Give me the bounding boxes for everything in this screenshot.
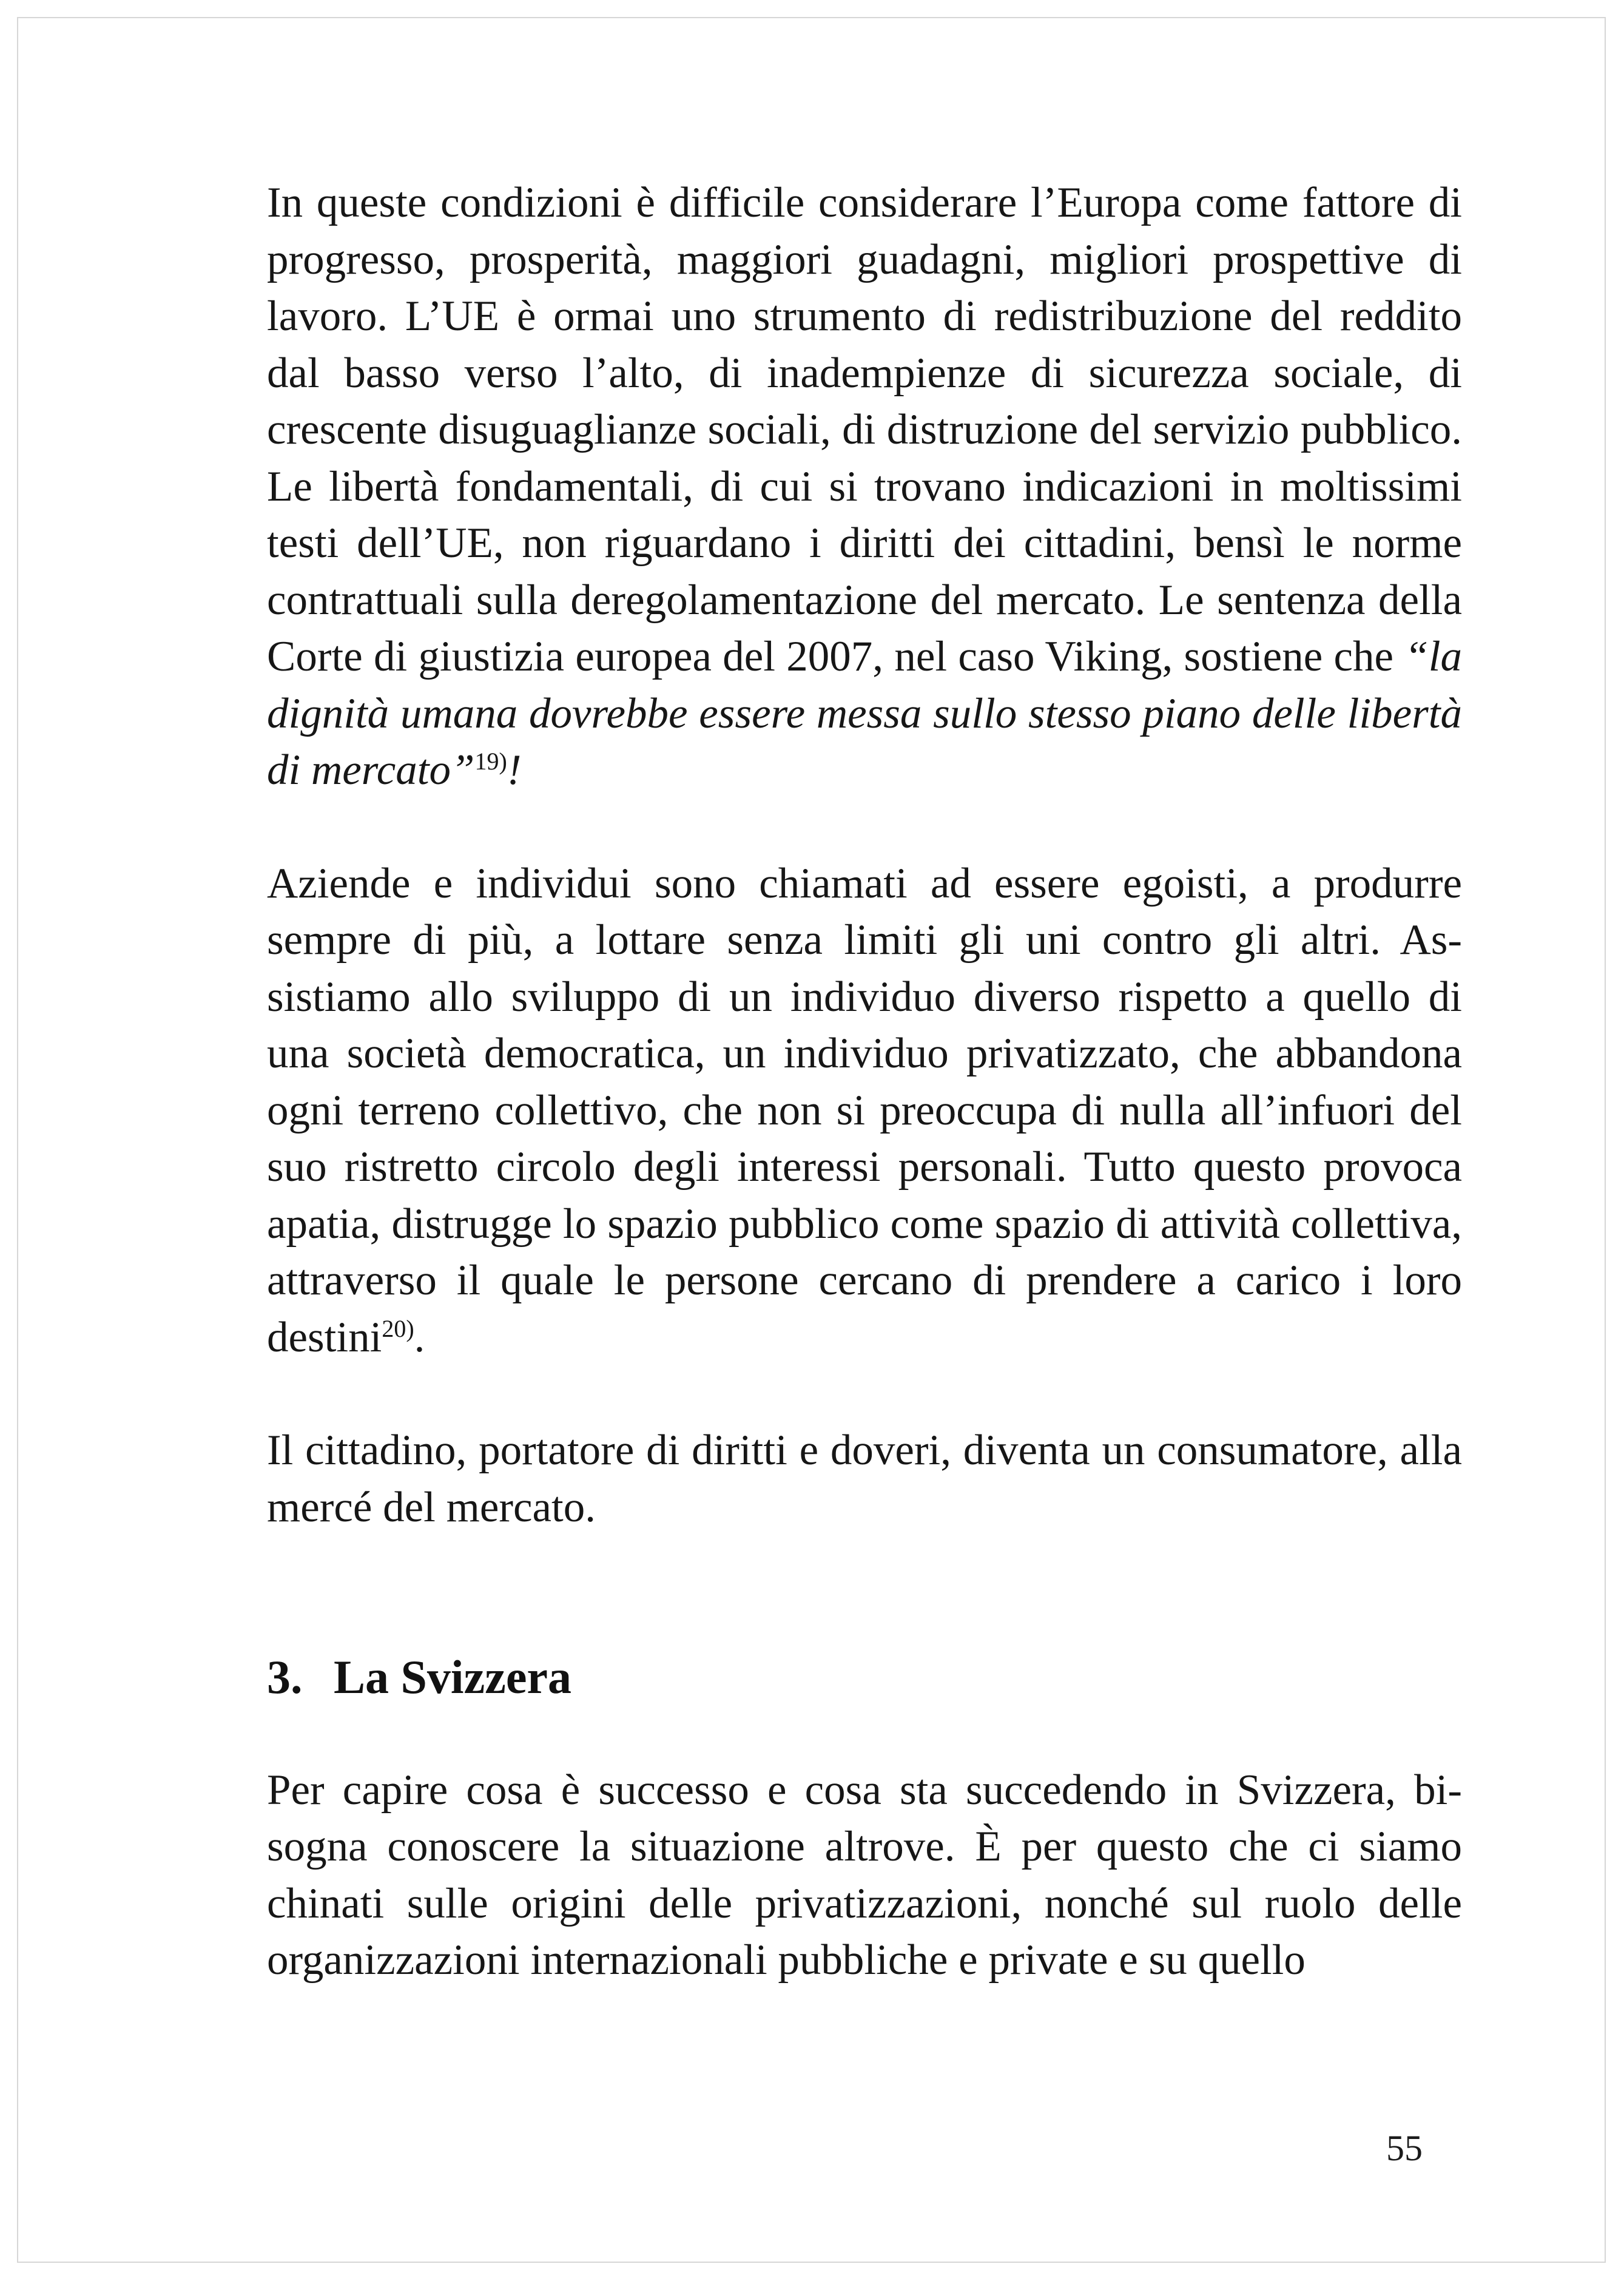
paragraph-europe-text: In queste condizioni è difficile considerare l’Europa come fattore di progresso, prosperità, maggiori guadagni, migliori prospettive di lavoro. L’UE è ormai uno strumento di redistribuzione del reddito dal basso verso l’alto, di inadempienze di sicurezza sociale, di crescente disuguaglianze sociali, di distruzione del servizio pubblico. Le libertà fondamentali, di cui si trovano indicazioni in moltissimi testi dell’UE, non riguardano i diritti dei cittadini, bensì le norme contrattuali sulla deregolamentazione del mercato. Le sentenza della Corte di giustizia europea del 2007, nel caso Viking, sostiene che [267, 179, 1462, 680]
section-heading [267, 1649, 1462, 1706]
page-number: 55 [1386, 2128, 1423, 2168]
paragraph-switzerland [267, 1762, 1462, 1989]
footnote-ref-20: 20) [382, 1314, 414, 1342]
paragraph-switzerland-text: Per capire cosa è successo e cosa sta succedendo in Svizzera, bisogna conoscere la situazione altrove. È per questo che ci siamo chinati sulle origini delle privatizzazioni, nonché sul ruolo delle organizzazioni internazionali pubbliche e private e su quello [267, 1766, 1462, 1984]
section-title: La Svizzera [334, 1651, 572, 1703]
page [17, 17, 1606, 2263]
paragraph-citizen [267, 1422, 1462, 1536]
paragraph-individuals [267, 856, 1462, 1367]
paragraph-individuals-ending: . [414, 1313, 425, 1361]
section-number: 3. [267, 1651, 303, 1703]
page-content [267, 175, 1462, 1989]
viking-quote: “la dignità umana dovrebbe essere messa sullo stesso piano delle libertà di mercato” [267, 633, 1462, 794]
paragraph-europe [267, 175, 1462, 799]
footnote-ref-19: 19) [474, 748, 507, 775]
paragraph-citizen-text: Il cittadino, portatore di diritti e doveri, diventa un consumatore, alla mercé del mercato. [267, 1427, 1462, 1531]
paragraph-individuals-text: Aziende e individui sono chiamati ad essere egoisti, a produrre sempre di più, a lottare senza limiti gli uni contro gli altri. Assistiamo allo sviluppo di un individuo diverso rispetto a quello di una società democratica, un individuo privatizzato, che abbandona ogni terreno collettivo, che non si preoccupa di nulla all’infuori del suo ristretto circolo degli interessi personali. Tutto questo provoca apatia, distrugge lo spazio pubblico come spazio di attività collettiva, attraverso il quale le persone cercano di prendere a carico i loro destini [267, 859, 1462, 1361]
paragraph-europe-ending: ! [507, 746, 522, 794]
